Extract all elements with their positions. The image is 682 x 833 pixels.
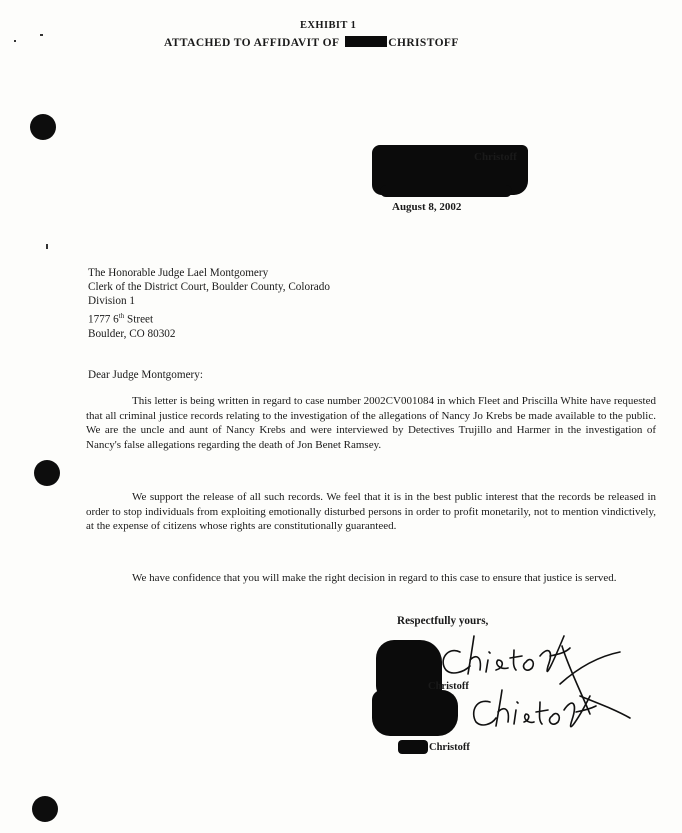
scan-speck [46,244,48,249]
attached-name: CHRISTOFF [388,37,459,49]
addressee-line: The Honorable Judge Lael Montgomery [88,267,269,279]
redaction-bar [345,36,387,47]
letter-date: August 8, 2002 [392,201,462,213]
addressee-line: Clerk of the District Court, Boulder County, Colorado [88,281,330,294]
body-paragraph-3: We have confidence that you will make the right decision in regard to this case to ensure that justice is served. [132,572,617,584]
attached-prefix: ATTACHED TO AFFIDAVIT OF [164,37,340,49]
signer-2-surname: Christoff [429,742,470,753]
addressee-line: Division 1 [88,295,135,308]
redaction-blot [380,185,512,197]
scan-speck [14,40,16,42]
exhibit-label: EXHIBIT 1 [300,20,357,31]
addressee-block [88,266,330,341]
valediction: Respectfully yours, [397,615,489,627]
attached-line [164,36,459,49]
addressee-line: Boulder, CO 80302 [88,327,176,340]
scan-speck [40,34,43,36]
body-paragraph-1: This letter is being written in regard to case number 2002CV001084 in which Fleet and Priscilla White have requested that all criminal justice records relating to the investigation of the allegations of Nancy Jo Krebs be made available to the public. We are the uncle and aunt of Nancy Krebs and were interviewed by Detectives Trujillo and Harmer in the investigation of Nancy's false allegations regarding the death of Jon Benet Ramsey. [86,395,656,451]
salutation: Dear Judge Montgomery: [88,369,203,381]
sender-surname: Christoff [474,151,517,163]
punch-hole-bottom [32,796,58,822]
body-paragraph-2: We support the release of all such records. We feel that it is in the best public interest that the records be released in order to stop individuals from exploiting emotionally disturbed persons in order to profit monetarily, not to mention vindictively, at the expense of citizens whose rights are constitutionally guaranteed. [86,491,656,533]
punch-hole-middle [34,460,60,486]
redaction-blot [398,740,428,754]
signer-1-surname: Christoff [428,681,469,692]
addressee-line: 1777 6th Street [88,311,154,326]
punch-hole-top [30,114,56,140]
